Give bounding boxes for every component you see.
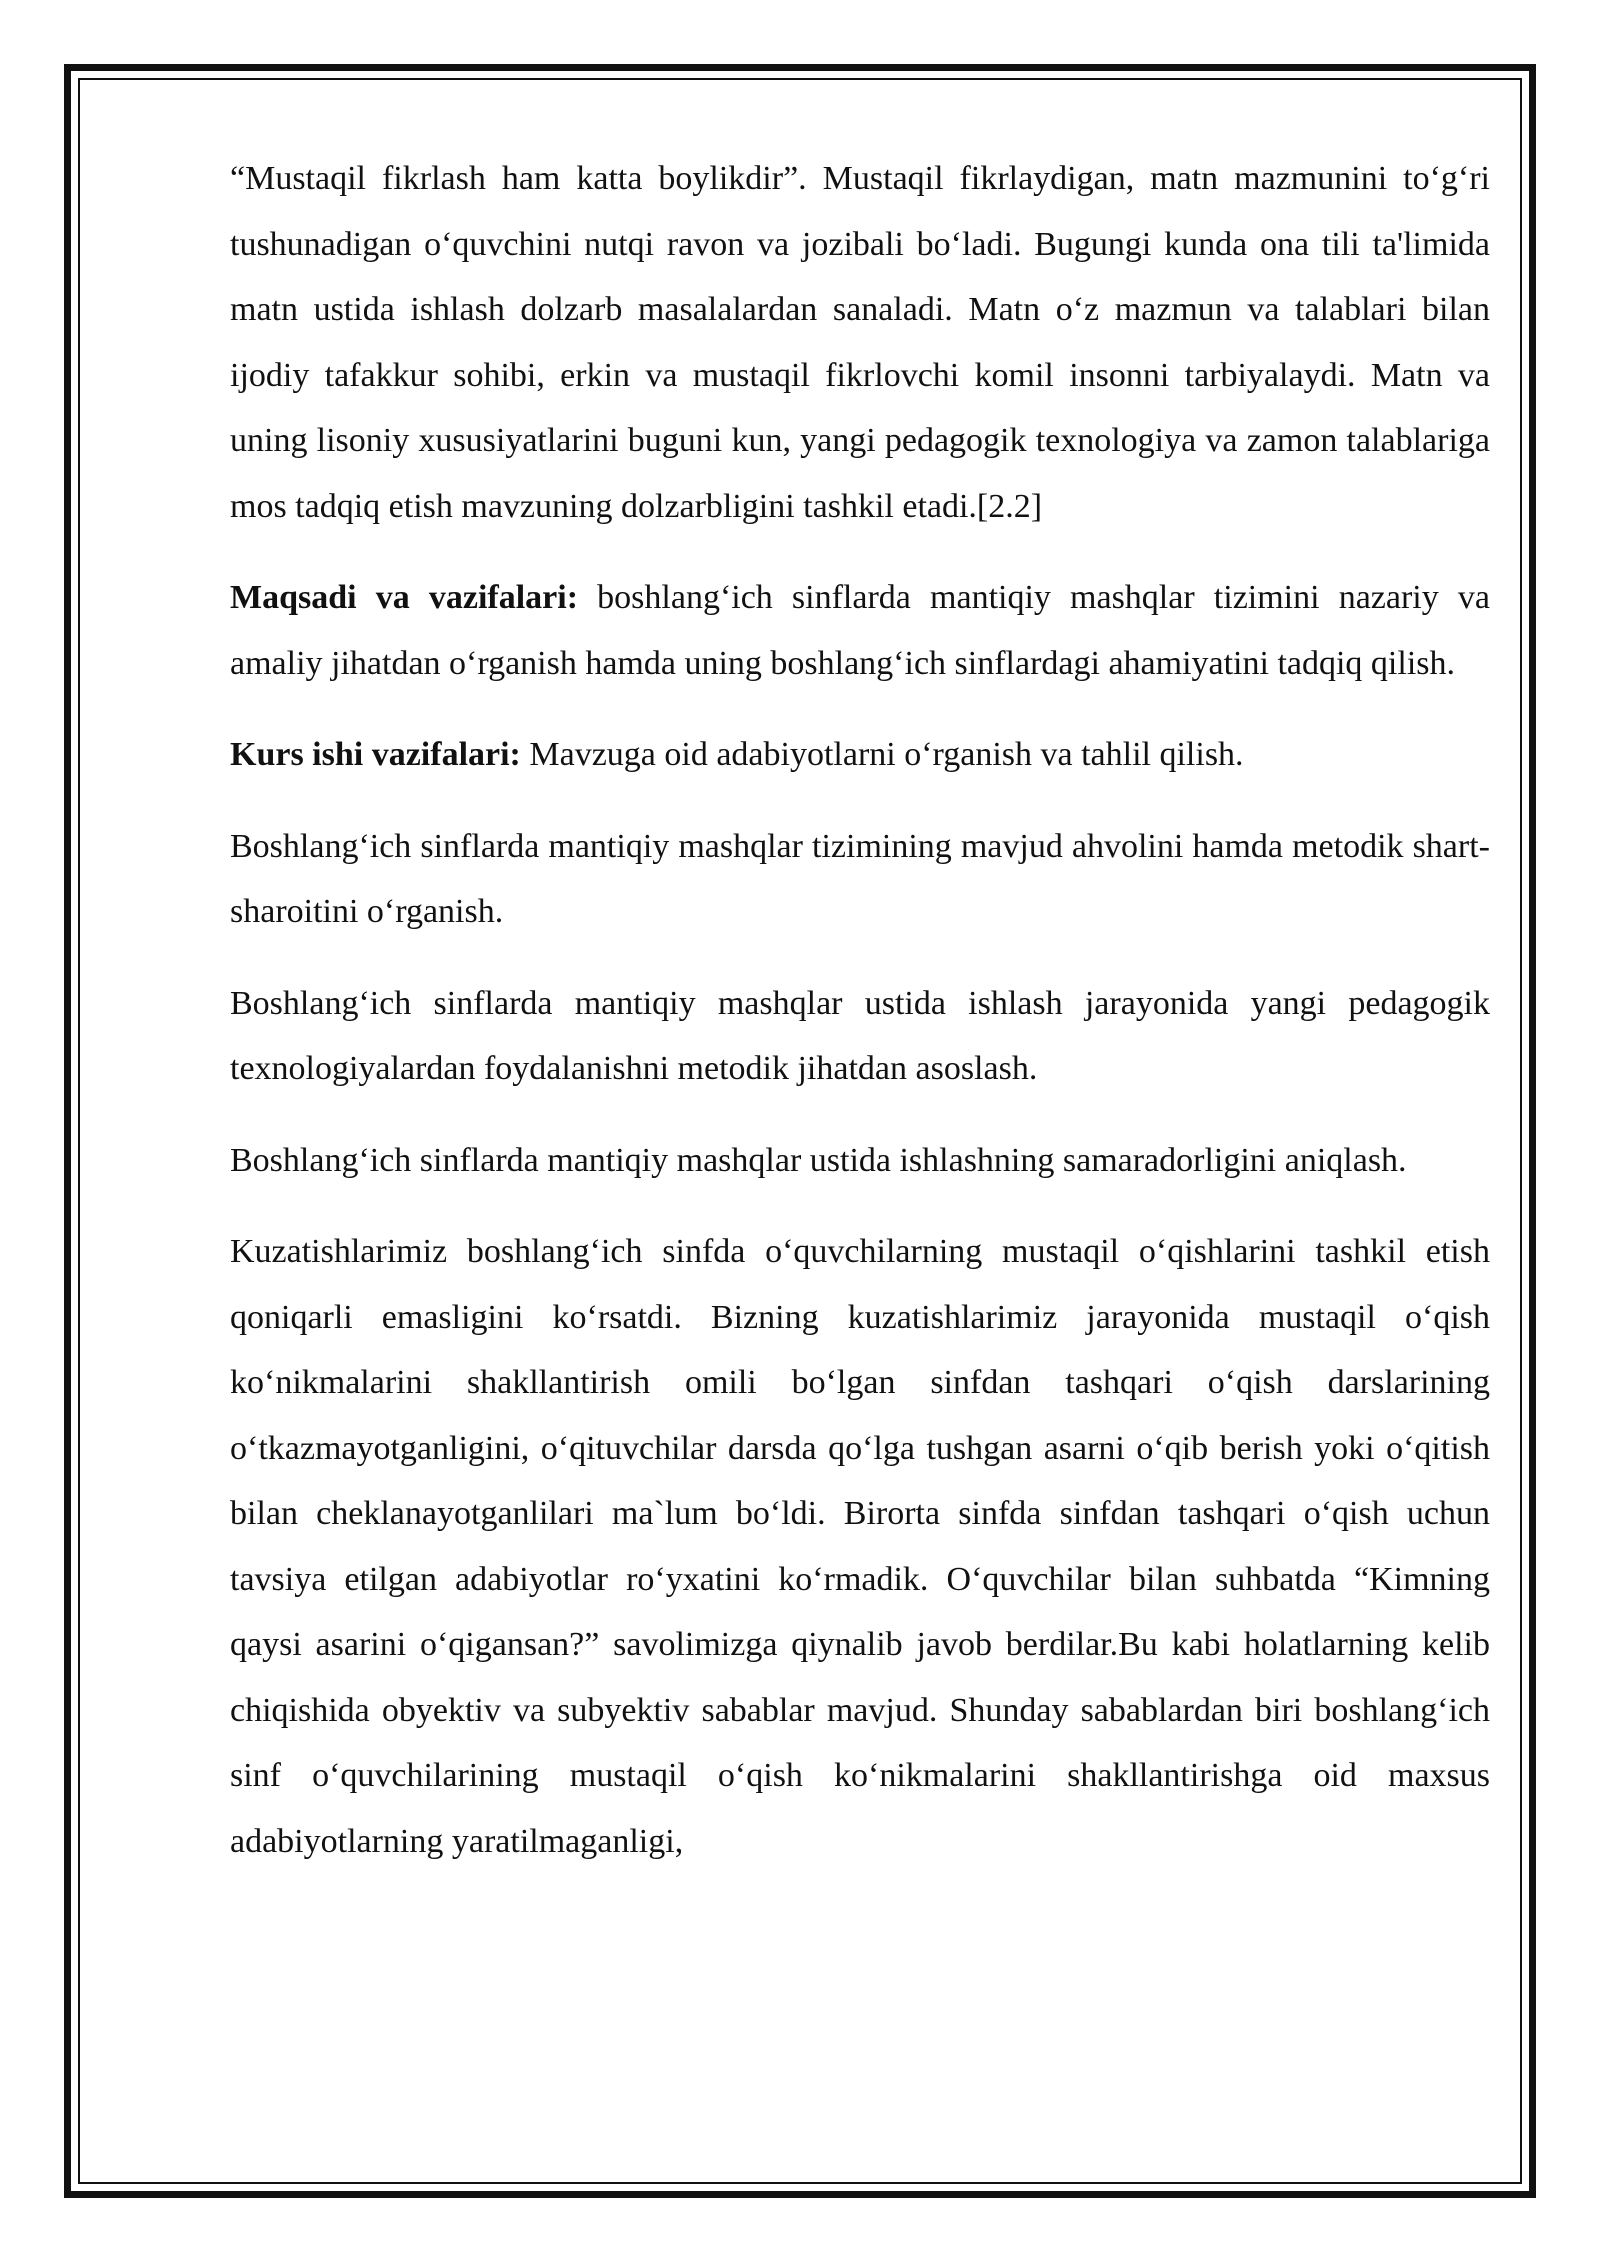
paragraph-text: “Mustaqil fikrlash ham katta boylikdir”. Mustaqil fikrlaydigan, matn mazmunini to‘g‘ri tushunadigan o‘quvchini nutqi ravon va jozibali bo‘ladi. Bugungi kunda ona tili ta'limida matn ustida ishlash dolzarb masalalardan sanaladi. Matn o‘z mazmun va talablari bilan ijodiy tafakkur sohibi, erkin va mustaqil fikrlovchi komil insonni tarbiyalaydi. Matn va uning lisoniy xususiyatlarini buguni kun, yangi pedagogik texnologiya va zamon talablariga mos tadqiq etish mavzuning dolzarbligini tashkil etadi.[2.2] <box>230 160 1490 525</box>
paragraph-text: Boshlang‘ich sinflarda mantiqiy mashqlar ustida ishlash jarayonida yangi pedagogik texnologiyalardan foydalanishni metodik jihatdan asoslash. <box>230 984 1490 1087</box>
paragraph-course-tasks <box>230 722 1490 788</box>
paragraph-task-2 <box>230 814 1490 945</box>
paragraph-text: Boshlang‘ich sinflarda mantiqiy mashqlar ustida ishlashning samaradorligini aniqlash. <box>230 1141 1407 1179</box>
paragraph-heading: Maqsadi va vazifalari: <box>230 579 579 616</box>
paragraph-text: boshlang‘ich sinflarda mantiqiy mashqlar tizimini nazariy va amaliy jihatdan o‘rganish hamda uning boshlang‘ich sinflardagi ahamiyatini tadqiq qilish. <box>230 579 1490 682</box>
document-body <box>230 146 1490 1900</box>
paragraph-text: Kuzatishlarimiz boshlang‘ich sinfda o‘quvchilarning mustaqil o‘qishlarini tashkil etish qoniqarli emasligini ko‘rsatdi. Bizning kuzatishlarimiz jarayonida mustaqil o‘qish ko‘nikmalarini shakllantirish omili bo‘lgan sinfdan tashqari o‘qish darslarining o‘tkazmayotganligini, o‘qituvchilar darsda qo‘lga tushgan asarni o‘qib berish yoki o‘qitish bilan cheklanayotganlilari ma`lum bo‘ldi. Birorta sinfda sinfdan tashqari o‘qish uchun tavsiya etilgan adabiyotlar ro‘yxatini ko‘rmadik. O‘quvchilar bilan suhbatda “Kimning qaysi asarini o‘qigansan?” savolimizga qiynalib javob berdilar.Bu kabi holatlarning kelib chiqishida obyektiv va subyektiv sabablar mavjud. Shunday sabablardan biri boshlang‘ich sinf o‘quvchilarining mustaqil o‘qish ko‘nikmalarini shakllantirishga oid maxsus adabiyotlarning yaratilmaganligi, <box>230 1233 1490 1860</box>
paragraph-goals <box>230 565 1490 696</box>
paragraph-task-3 <box>230 971 1490 1102</box>
paragraph-observations <box>230 1219 1490 1874</box>
paragraph-intro <box>230 146 1490 539</box>
paragraph-heading: Kurs ishi vazifalari: <box>230 736 521 773</box>
paragraph-text: Mavzuga oid adabiyotlarni o‘rganish va tahlil qilish. <box>520 736 1244 773</box>
paragraph-task-4 <box>230 1128 1490 1194</box>
paragraph-text: Boshlang‘ich sinflarda mantiqiy mashqlar tizimining mavjud ahvolini hamda metodik shart-sharoitini o‘rganish. <box>230 827 1490 930</box>
